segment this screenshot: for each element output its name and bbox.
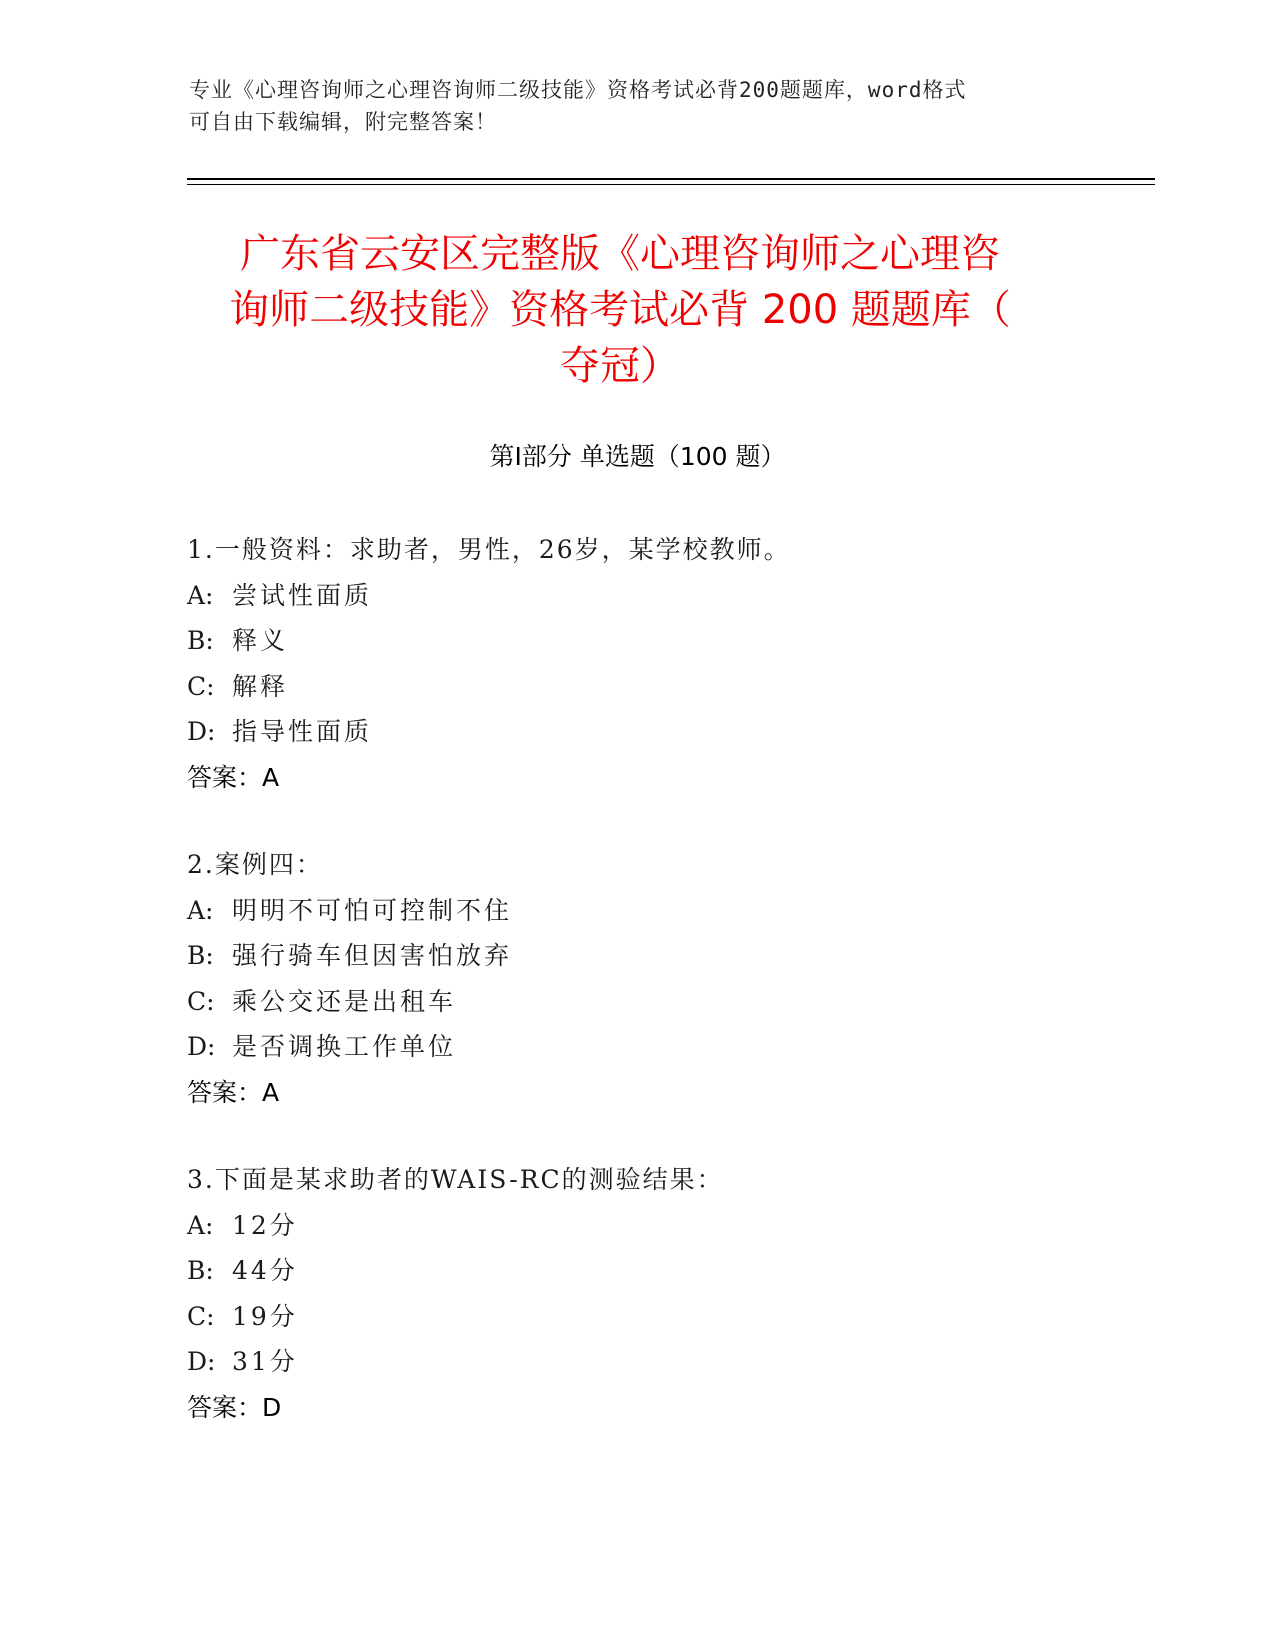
section-heading: 第Ⅰ部分 单选题（100 题） (489, 442, 786, 471)
question-list (187, 527, 1147, 1472)
title-line-3: 夺冠） (560, 343, 680, 389)
option-text: 是否调换工作单位 (232, 1032, 457, 1061)
answer-line: 答案：D (187, 1392, 282, 1422)
header-line-1: 专业《心理咨询师之心理咨询师二级技能》资格考试必背200题题库，word格式 (189, 78, 967, 102)
option-text: 解释 (232, 671, 289, 701)
question-stem: 3.下面是某求助者的WAIS-RC的测验结果： (187, 1165, 724, 1194)
option-b (187, 1248, 1147, 1294)
title-line-1: 广东省云安区完整版《心理咨询师之心理咨 (240, 231, 1000, 277)
header-divider-thick (187, 178, 1155, 180)
answer-line: 答案：A (187, 762, 280, 792)
title-line-2: 询师二级技能》资格考试必背 200 题题库（ (229, 287, 1011, 333)
option-letter: A: (187, 580, 214, 610)
option-letter: B: (187, 1256, 214, 1285)
option-text: 12分 (232, 1210, 298, 1240)
option-letter: D: (187, 1032, 216, 1061)
option-c (187, 664, 1147, 710)
option-text: 19分 (232, 1301, 298, 1331)
question-item (187, 527, 1147, 800)
document-title (130, 226, 1110, 394)
header-line-2: 可自由下载编辑，附完整答案！ (189, 110, 497, 134)
option-text: 乘公交还是出租车 (232, 986, 457, 1016)
option-letter: B: (187, 941, 214, 970)
option-letter: C: (187, 1301, 215, 1331)
option-letter: B: (187, 626, 214, 655)
option-letter: D: (187, 717, 216, 746)
option-c (187, 979, 1147, 1025)
option-text: 尝试性面质 (232, 580, 373, 610)
option-d (187, 1024, 1147, 1070)
option-c (187, 1294, 1147, 1340)
option-letter: A: (187, 895, 214, 925)
option-letter: C: (187, 671, 215, 701)
option-text: 31分 (232, 1347, 298, 1376)
question-item (187, 1157, 1147, 1430)
answer-line: 答案：A (187, 1077, 280, 1107)
option-text: 明明不可怕可控制不住 (232, 895, 513, 925)
question-item (187, 842, 1147, 1115)
option-b (187, 933, 1147, 979)
question-stem: 1.一般资料：求助者，男性，26岁，某学校教师。 (187, 535, 791, 564)
option-text: 指导性面质 (232, 717, 373, 746)
option-text: 释义 (232, 626, 289, 655)
option-text: 44分 (232, 1256, 298, 1285)
option-a (187, 573, 1147, 619)
option-text: 强行骑车但因害怕放弃 (232, 941, 513, 970)
option-letter: C: (187, 986, 215, 1016)
option-a (187, 888, 1147, 934)
option-letter: D: (187, 1347, 216, 1376)
option-letter: A: (187, 1210, 214, 1240)
option-d (187, 1339, 1147, 1385)
option-b (187, 618, 1147, 664)
header-divider-thin (187, 184, 1155, 185)
question-stem: 2.案例四： (187, 850, 323, 879)
option-a (187, 1203, 1147, 1249)
option-d (187, 709, 1147, 755)
document-header (189, 74, 1069, 138)
